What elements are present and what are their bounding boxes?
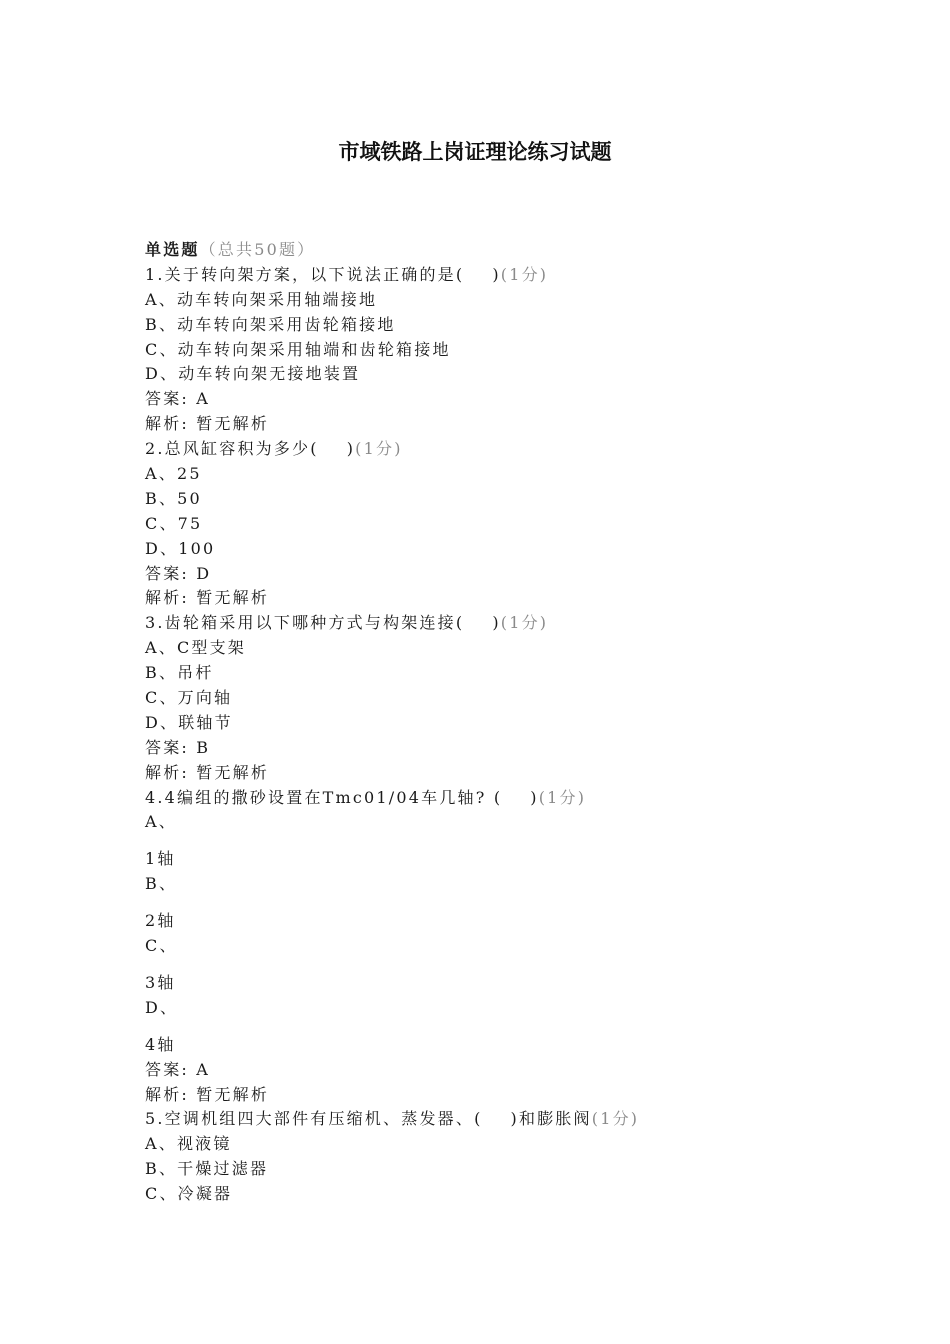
question-stem: 1.关于转向架方案，以下说法正确的是( )(1分) (145, 264, 549, 284)
question-score: (1分) (591, 1109, 640, 1129)
analysis: 解析: 暂无解析 (145, 1084, 270, 1104)
option-b-text: 2轴 (145, 911, 176, 931)
option-b: B、动车转向架采用齿轮箱接地 (145, 314, 396, 334)
question-stem: 2.总风缸容积为多少( )(1分) (145, 439, 403, 459)
option-a: A、动车转向架采用轴端接地 (145, 289, 378, 309)
option-c: C、冷凝器 (145, 1184, 233, 1204)
option-c: C、75 (145, 513, 203, 533)
analysis: 解析: 暂无解析 (145, 762, 270, 782)
option-c: C、动车转向架采用轴端和齿轮箱接地 (145, 339, 451, 359)
answer: 答案: A (145, 389, 211, 409)
question-stem: 5.空调机组四大部件有压缩机、蒸发器、( )和膨胀阀(1分) (145, 1109, 640, 1129)
question-stem: 3.齿轮箱采用以下哪种方式与构架连接( )(1分) (145, 613, 549, 633)
option-b: B、吊杆 (145, 663, 214, 683)
option-a: A、25 (145, 464, 202, 484)
option-a-label: A、 (145, 812, 177, 832)
option-b: B、干燥过滤器 (145, 1159, 269, 1179)
analysis: 解析: 暂无解析 (145, 588, 270, 608)
option-a-text: 1轴 (145, 849, 176, 869)
option-a: A、C型支架 (145, 638, 246, 658)
option-c: C、万向轴 (145, 688, 233, 708)
answer: 答案: D (145, 563, 212, 583)
analysis: 解析: 暂无解析 (145, 414, 270, 434)
option-d-label: D、 (145, 997, 179, 1017)
option-d-text: 4轴 (145, 1034, 176, 1054)
question-score: (1分) (500, 264, 549, 284)
question-score: (1分) (538, 787, 587, 807)
option-b: B、50 (145, 488, 202, 508)
document-title: 市域铁路上岗证理论练习试题 (338, 139, 612, 164)
question-score: (1分) (355, 439, 403, 459)
section-title: 单选题 (145, 240, 200, 259)
question-score: (1分) (500, 613, 549, 633)
option-d: D、联轴节 (145, 712, 233, 732)
question-stem: 4.4编组的撒砂设置在Tmc01/04车几轴? ( )(1分) (145, 787, 587, 807)
section-count-note: （总共50题） (199, 240, 316, 259)
answer: 答案: A (145, 1059, 211, 1079)
option-c-text: 3轴 (145, 972, 176, 992)
answer: 答案: B (145, 737, 211, 757)
option-d: D、动车转向架无接地装置 (145, 364, 361, 384)
option-c-label: C、 (145, 936, 178, 956)
option-b-label: B、 (145, 874, 178, 894)
option-a: A、视液镜 (145, 1134, 232, 1154)
section-heading (145, 238, 905, 263)
option-d: D、100 (145, 538, 216, 558)
question-list (145, 238, 905, 1207)
